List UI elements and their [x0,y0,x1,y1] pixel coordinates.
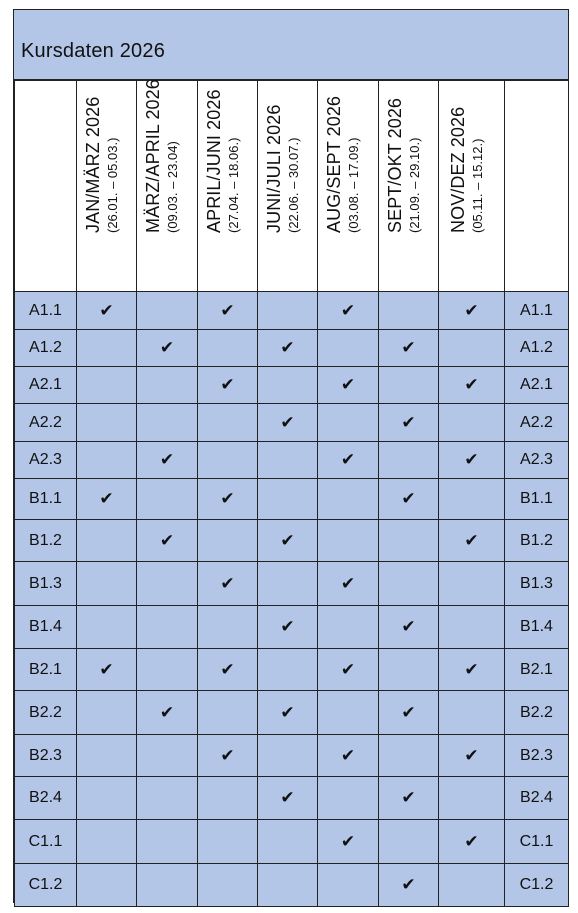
checkmark-icon: ✔ [137,330,198,367]
checkmark-icon: ✔ [258,777,318,820]
checkmark-icon: ✔ [379,777,439,820]
empty-cell [439,864,505,907]
checkmark-icon: ✔ [318,735,379,777]
level-label-right: B1.2 [505,520,569,562]
empty-cell [137,864,198,907]
level-label-left: B1.4 [15,606,77,649]
empty-cell [258,442,318,479]
table-row [15,367,569,404]
column-period-name: APRIL/JUNI 2026 [203,89,224,233]
empty-cell [439,562,505,606]
level-label-left: B2.2 [15,691,77,735]
empty-cell [379,442,439,479]
empty-cell [258,864,318,907]
empty-cell [379,562,439,606]
empty-cell [198,777,258,820]
empty-cell [379,649,439,691]
empty-cell [318,864,379,907]
level-label-left: B2.4 [15,777,77,820]
checkmark-icon: ✔ [318,442,379,479]
column-header-3 [198,81,258,292]
checkmark-icon: ✔ [439,520,505,562]
level-label-left: A2.3 [15,442,77,479]
checkmark-icon: ✔ [318,820,379,864]
table-row [15,442,569,479]
table-row [15,777,569,820]
empty-cell [318,606,379,649]
empty-cell [258,649,318,691]
empty-cell [77,691,137,735]
empty-cell [318,520,379,562]
empty-cell [258,292,318,330]
checkmark-icon: ✔ [379,479,439,520]
level-label-right: A2.2 [505,404,569,442]
checkmark-icon: ✔ [137,442,198,479]
empty-cell [198,330,258,367]
table-row [15,520,569,562]
empty-cell [439,606,505,649]
checkmark-icon: ✔ [198,367,258,404]
checkmark-icon: ✔ [258,330,318,367]
column-header-6 [379,81,439,292]
checkmark-icon: ✔ [77,649,137,691]
level-label-right: A1.2 [505,330,569,367]
empty-cell [198,404,258,442]
empty-cell [258,479,318,520]
checkmark-icon: ✔ [198,479,258,520]
empty-cell [198,820,258,864]
table-row [15,292,569,330]
column-period-name: NOV/DEZ 2026 [447,106,468,233]
empty-cell [77,777,137,820]
checkmark-icon: ✔ [198,562,258,606]
schedule-table [14,80,569,907]
level-label-left: B2.3 [15,735,77,777]
empty-cell [318,330,379,367]
level-label-left: A2.2 [15,404,77,442]
column-period-name: JUNI/JULI 2026 [263,104,284,233]
column-header-5 [318,81,379,292]
table-row [15,606,569,649]
empty-cell [198,691,258,735]
checkmark-icon: ✔ [258,691,318,735]
level-label-right: B1.3 [505,562,569,606]
table-body [15,292,569,907]
empty-cell [137,367,198,404]
checkmark-icon: ✔ [318,562,379,606]
level-label-left: B1.2 [15,520,77,562]
column-header-4 [258,81,318,292]
checkmark-icon: ✔ [379,691,439,735]
checkmark-icon: ✔ [258,404,318,442]
checkmark-icon: ✔ [379,404,439,442]
empty-cell [77,442,137,479]
empty-cell [439,691,505,735]
empty-cell [137,292,198,330]
column-period-dates: (27.04. – 18.06.) [225,137,241,233]
checkmark-icon: ✔ [137,691,198,735]
empty-cell [439,330,505,367]
level-label-right: B1.4 [505,606,569,649]
checkmark-icon: ✔ [318,292,379,330]
page-title: Kursdaten 2026 [21,40,166,62]
column-period-name: SEPT/OKT 2026 [384,97,405,233]
empty-cell [77,330,137,367]
empty-cell [318,691,379,735]
empty-cell [137,404,198,442]
level-label-right: A1.1 [505,292,569,330]
empty-cell [137,479,198,520]
empty-cell [77,520,137,562]
column-period-name: MÄRZ/APRIL 2026 [143,79,163,233]
corner-cell-right [505,81,569,292]
checkmark-icon: ✔ [379,864,439,907]
checkmark-icon: ✔ [198,649,258,691]
empty-cell [439,404,505,442]
column-header-2 [137,81,198,292]
level-label-right: B1.1 [505,479,569,520]
corner-cell-left [15,81,77,292]
empty-cell [77,735,137,777]
checkmark-icon: ✔ [379,330,439,367]
empty-cell [379,292,439,330]
table-row [15,649,569,691]
empty-cell [379,367,439,404]
level-label-left: A1.2 [15,330,77,367]
table-row [15,820,569,864]
checkmark-icon: ✔ [137,520,198,562]
empty-cell [77,864,137,907]
level-label-right: B2.1 [505,649,569,691]
empty-cell [379,520,439,562]
empty-cell [379,735,439,777]
empty-cell [318,479,379,520]
level-label-left: A1.1 [15,292,77,330]
checkmark-icon: ✔ [439,442,505,479]
checkmark-icon: ✔ [439,735,505,777]
level-label-right: B2.3 [505,735,569,777]
empty-cell [77,606,137,649]
column-period-dates: (22.06. – 30.07.) [285,137,301,233]
empty-cell [258,562,318,606]
level-label-left: A2.1 [15,367,77,404]
empty-cell [439,777,505,820]
level-label-right: C1.2 [505,864,569,907]
level-label-right: B2.4 [505,777,569,820]
checkmark-icon: ✔ [77,479,137,520]
checkmark-icon: ✔ [258,520,318,562]
column-period-dates: (21.09. – 29.10.) [406,137,422,233]
empty-cell [77,404,137,442]
empty-cell [318,777,379,820]
checkmark-icon: ✔ [439,292,505,330]
table-row [15,404,569,442]
table-row [15,691,569,735]
empty-cell [198,864,258,907]
column-period-dates: (05.11. – 15.12.) [469,138,485,233]
level-label-left: B1.1 [15,479,77,520]
checkmark-icon: ✔ [198,735,258,777]
checkmark-icon: ✔ [77,292,137,330]
level-label-right: B2.2 [505,691,569,735]
level-label-left: C1.2 [15,864,77,907]
table-row [15,864,569,907]
column-header-row [15,81,569,292]
empty-cell [258,735,318,777]
checkmark-icon: ✔ [318,367,379,404]
schedule-sheet [13,9,569,903]
empty-cell [77,562,137,606]
empty-cell [318,404,379,442]
checkmark-icon: ✔ [258,606,318,649]
column-header-1 [77,81,137,292]
column-period-dates: (09.03. – 23.04) [165,141,180,233]
column-period-dates: (26.01. – 05.03.) [104,137,120,233]
table-row [15,735,569,777]
table-row [15,330,569,367]
empty-cell [137,606,198,649]
empty-cell [77,820,137,864]
column-period-name: AUG/SEPT 2026 [324,95,344,233]
empty-cell [137,649,198,691]
table-row [15,562,569,606]
level-label-right: A2.3 [505,442,569,479]
empty-cell [379,820,439,864]
empty-cell [198,606,258,649]
empty-cell [258,820,318,864]
checkmark-icon: ✔ [439,367,505,404]
empty-cell [137,735,198,777]
empty-cell [137,562,198,606]
checkmark-icon: ✔ [198,292,258,330]
checkmark-icon: ✔ [439,649,505,691]
column-period-dates: (03.08. – 17.09.) [346,137,361,233]
empty-cell [439,479,505,520]
level-label-left: C1.1 [15,820,77,864]
level-label-right: A2.1 [505,367,569,404]
empty-cell [137,820,198,864]
empty-cell [137,777,198,820]
empty-cell [198,442,258,479]
checkmark-icon: ✔ [379,606,439,649]
empty-cell [198,520,258,562]
column-period-name: JAN/MÄRZ 2026 [82,96,103,233]
checkmark-icon: ✔ [318,649,379,691]
empty-cell [258,367,318,404]
table-row [15,479,569,520]
level-label-left: B1.3 [15,562,77,606]
checkmark-icon: ✔ [439,820,505,864]
level-label-right: C1.1 [505,820,569,864]
level-label-left: B2.1 [15,649,77,691]
empty-cell [77,367,137,404]
column-header-7 [439,81,505,292]
